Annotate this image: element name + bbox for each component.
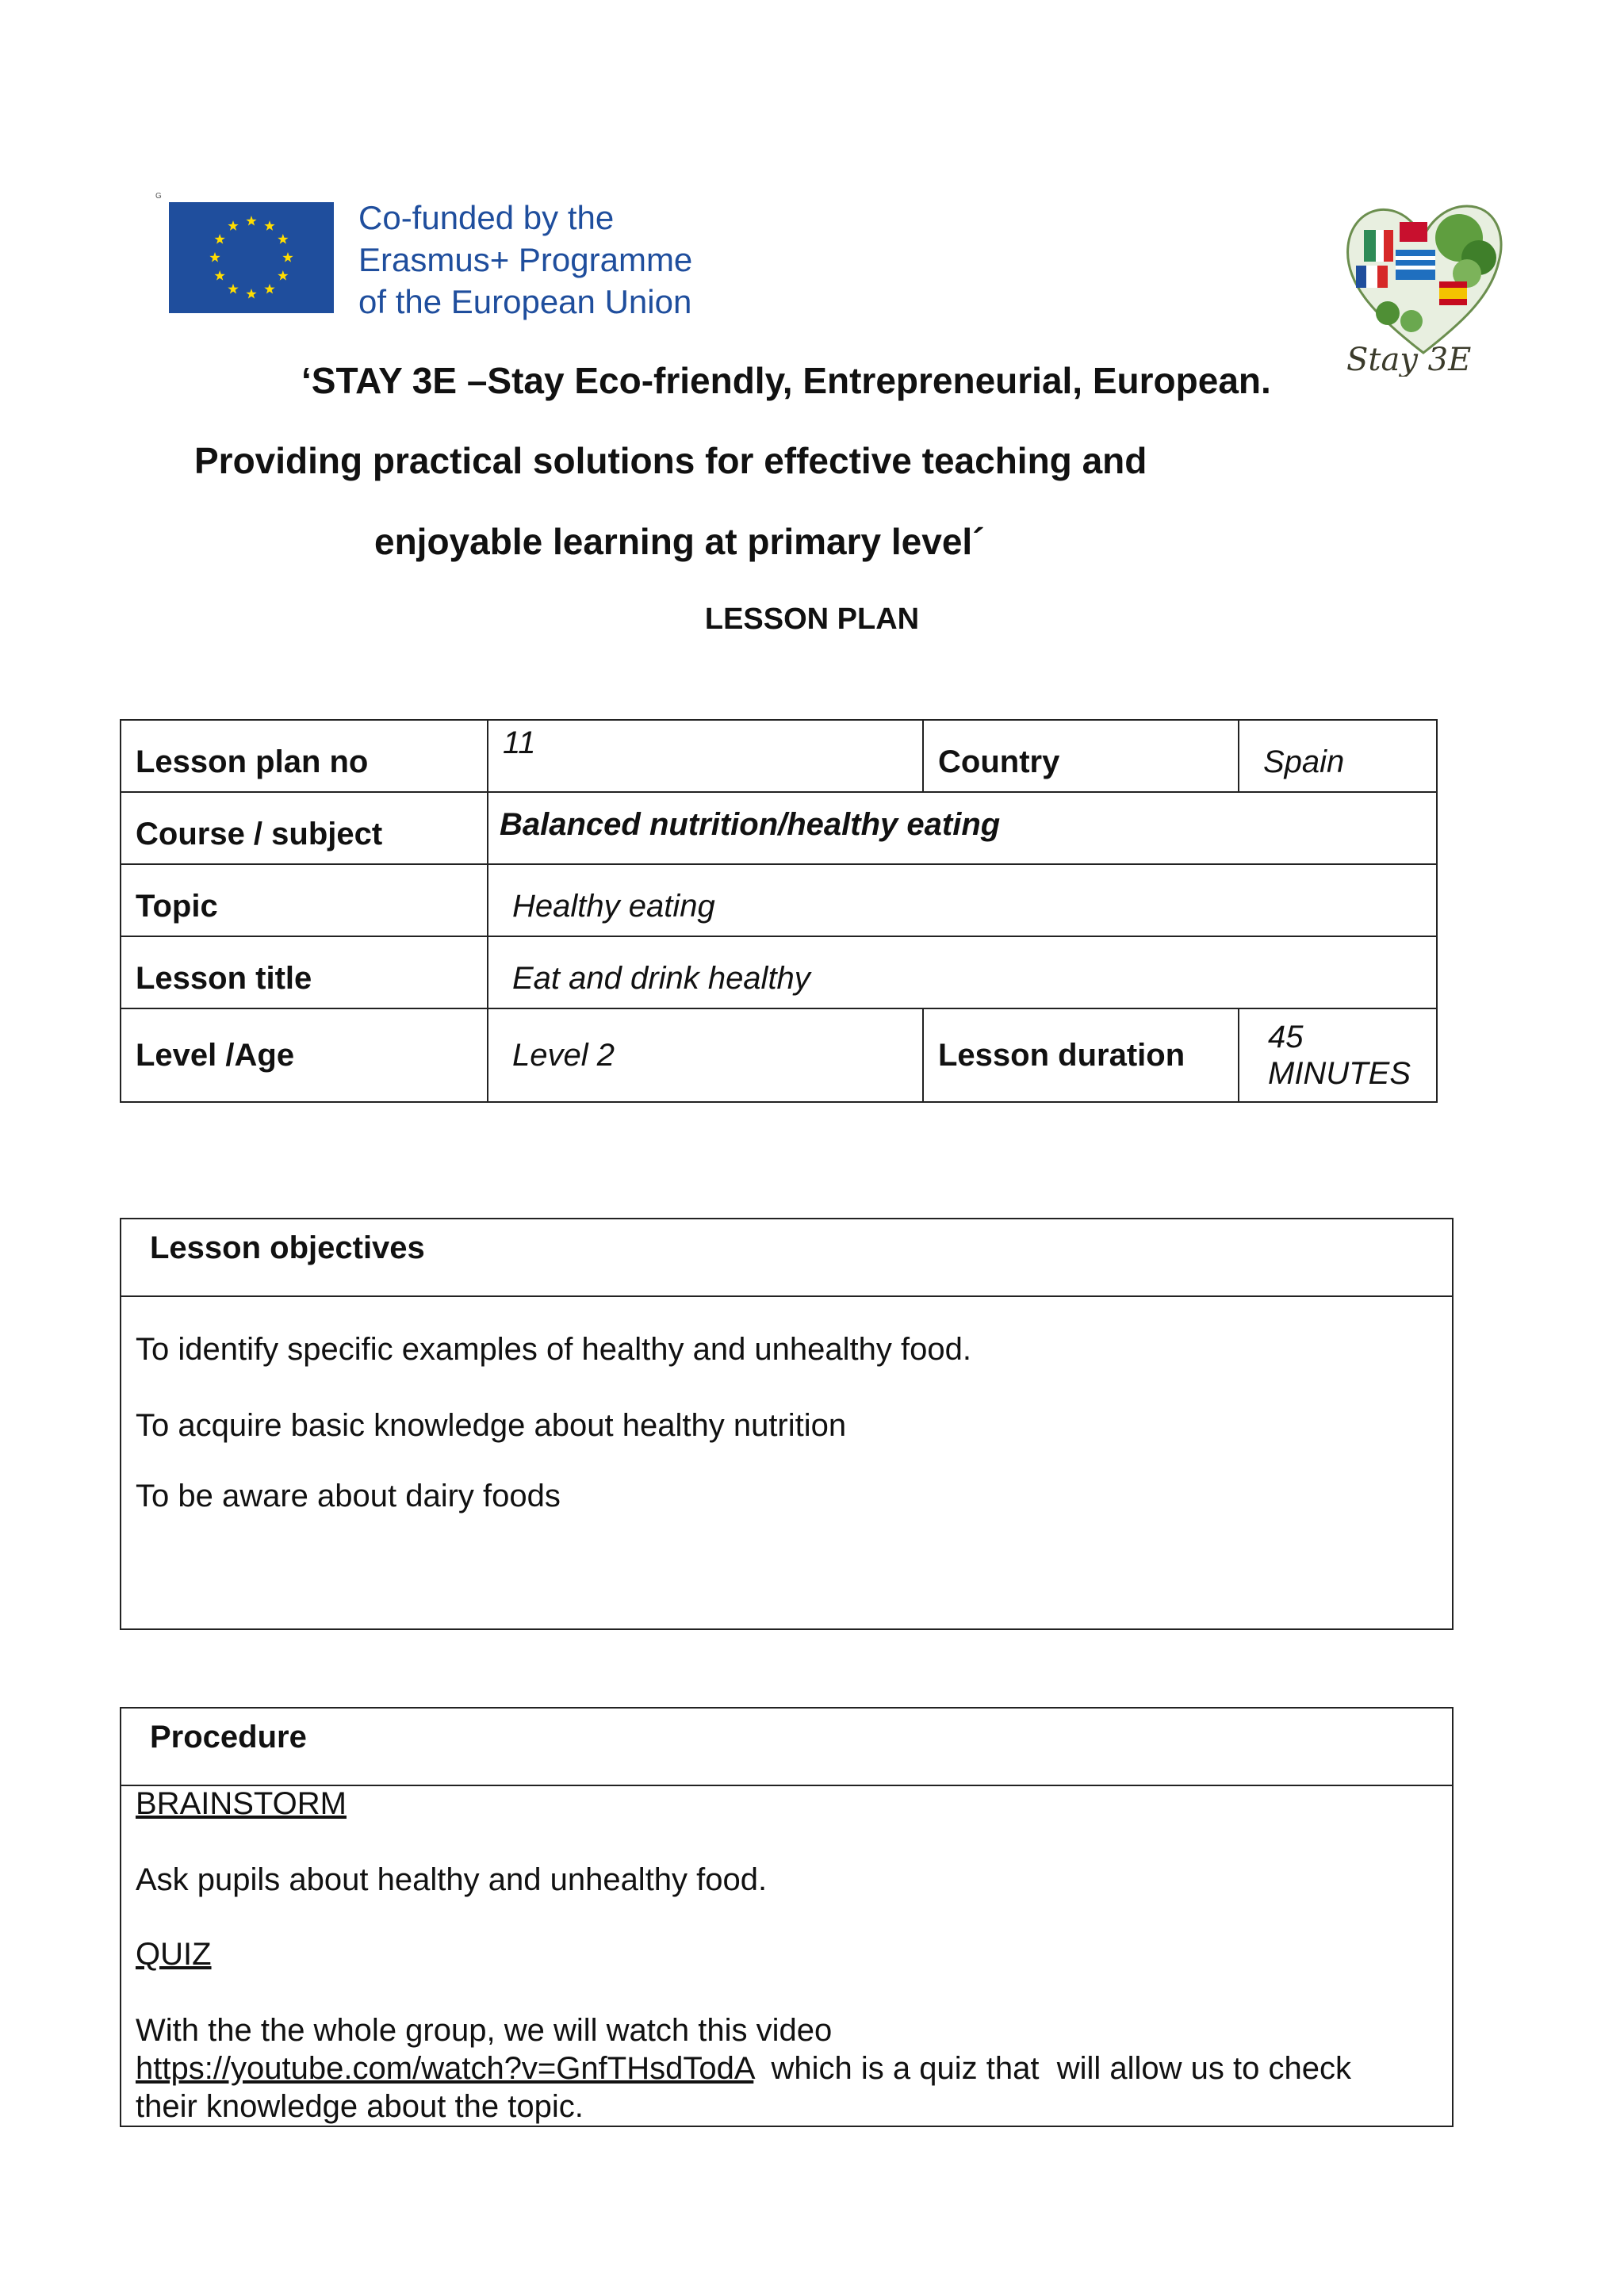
table-row [121,720,1437,792]
duration-label: Lesson duration [923,1008,1239,1102]
quiz-text-line2-rest: which is a quiz that will allow us to check [753,2051,1351,2086]
eu-flag-logo [169,202,334,313]
objectives-section [120,1218,1454,1630]
quiz-video-link[interactable]: https://youtube.com/watch?v=GnfTHsdTodA [136,2051,754,2086]
eu-star-icon [282,252,293,262]
level-label: Level /Age [121,1008,488,1102]
lesson-info-table [120,719,1438,1103]
header-mark: G [155,192,162,201]
duration-number: 45 [1268,1020,1304,1054]
procedure-heading: Procedure [121,1709,1452,1786]
lesson-plan-no-label: Lesson plan no [121,720,488,792]
duration-unit: MINUTES [1268,1056,1411,1091]
eu-star-icon [246,216,256,226]
lesson-plan-heading: LESSON PLAN [704,603,920,636]
eu-stars-icon [169,202,334,313]
country-label: Country [923,720,1239,792]
eu-text-line1: Co-funded by the [358,199,615,236]
table-row [121,864,1437,936]
table-row [121,1008,1437,1102]
objective-item: To acquire basic knowledge about healthy nutrition [136,1408,847,1443]
quiz-text-line3: their knowledge about the topic. [136,2089,584,2124]
eu-star-icon [278,234,288,244]
stay-3e-logo [1340,194,1507,377]
lesson-plan-no-value: 11 [488,720,923,792]
eu-star-icon [215,270,225,281]
quiz-heading: QUIZ [136,1937,212,1972]
brainstorm-heading: BRAINSTORM [136,1786,347,1821]
objective-item: To identify specific examples of healthy and unhealthy food. [136,1332,971,1367]
eu-star-icon [209,252,220,262]
lesson-title-value: Eat and drink healthy [488,936,1437,1008]
topic-value: Healthy eating [488,864,1437,936]
eu-star-icon [278,270,288,281]
topic-label: Topic [121,864,488,936]
quiz-text-line1: With the the whole group, we will watch this video [136,2013,833,2048]
eu-star-icon [264,220,274,231]
quiz-text-line2 [136,2051,1351,2087]
course-label: Course / subject [121,792,488,864]
eu-text-line3: of the European Union [358,283,692,320]
stay-logo-text: Stay 3E [1346,342,1472,377]
objective-item: To be aware about dairy foods [136,1479,561,1513]
eu-star-icon [264,284,274,294]
course-value: Balanced nutrition/healthy eating [488,792,1437,864]
eu-funding-text [358,197,692,323]
objectives-heading: Lesson objectives [121,1219,1452,1297]
procedure-section [120,1707,1454,2127]
title-line-3: enjoyable learning at primary level´ [374,521,985,562]
eu-star-icon [246,289,256,299]
table-row [121,792,1437,864]
country-value: Spain [1239,720,1437,792]
title-line-1: ‘STAY 3E –Stay Eco-friendly, Entrepreneurial, European. [301,360,1271,401]
eu-star-icon [228,284,238,294]
title-line-2: Providing practical solutions for effective teaching and [194,440,1147,481]
duration-value [1239,1008,1437,1102]
lesson-title-label: Lesson title [121,936,488,1008]
eu-star-icon [215,234,225,244]
brainstorm-text: Ask pupils about healthy and unhealthy food. [136,1862,768,1897]
table-row [121,936,1437,1008]
eu-text-line2: Erasmus+ Programme [358,241,693,278]
level-value: Level 2 [488,1008,923,1102]
eu-star-icon [228,220,238,231]
